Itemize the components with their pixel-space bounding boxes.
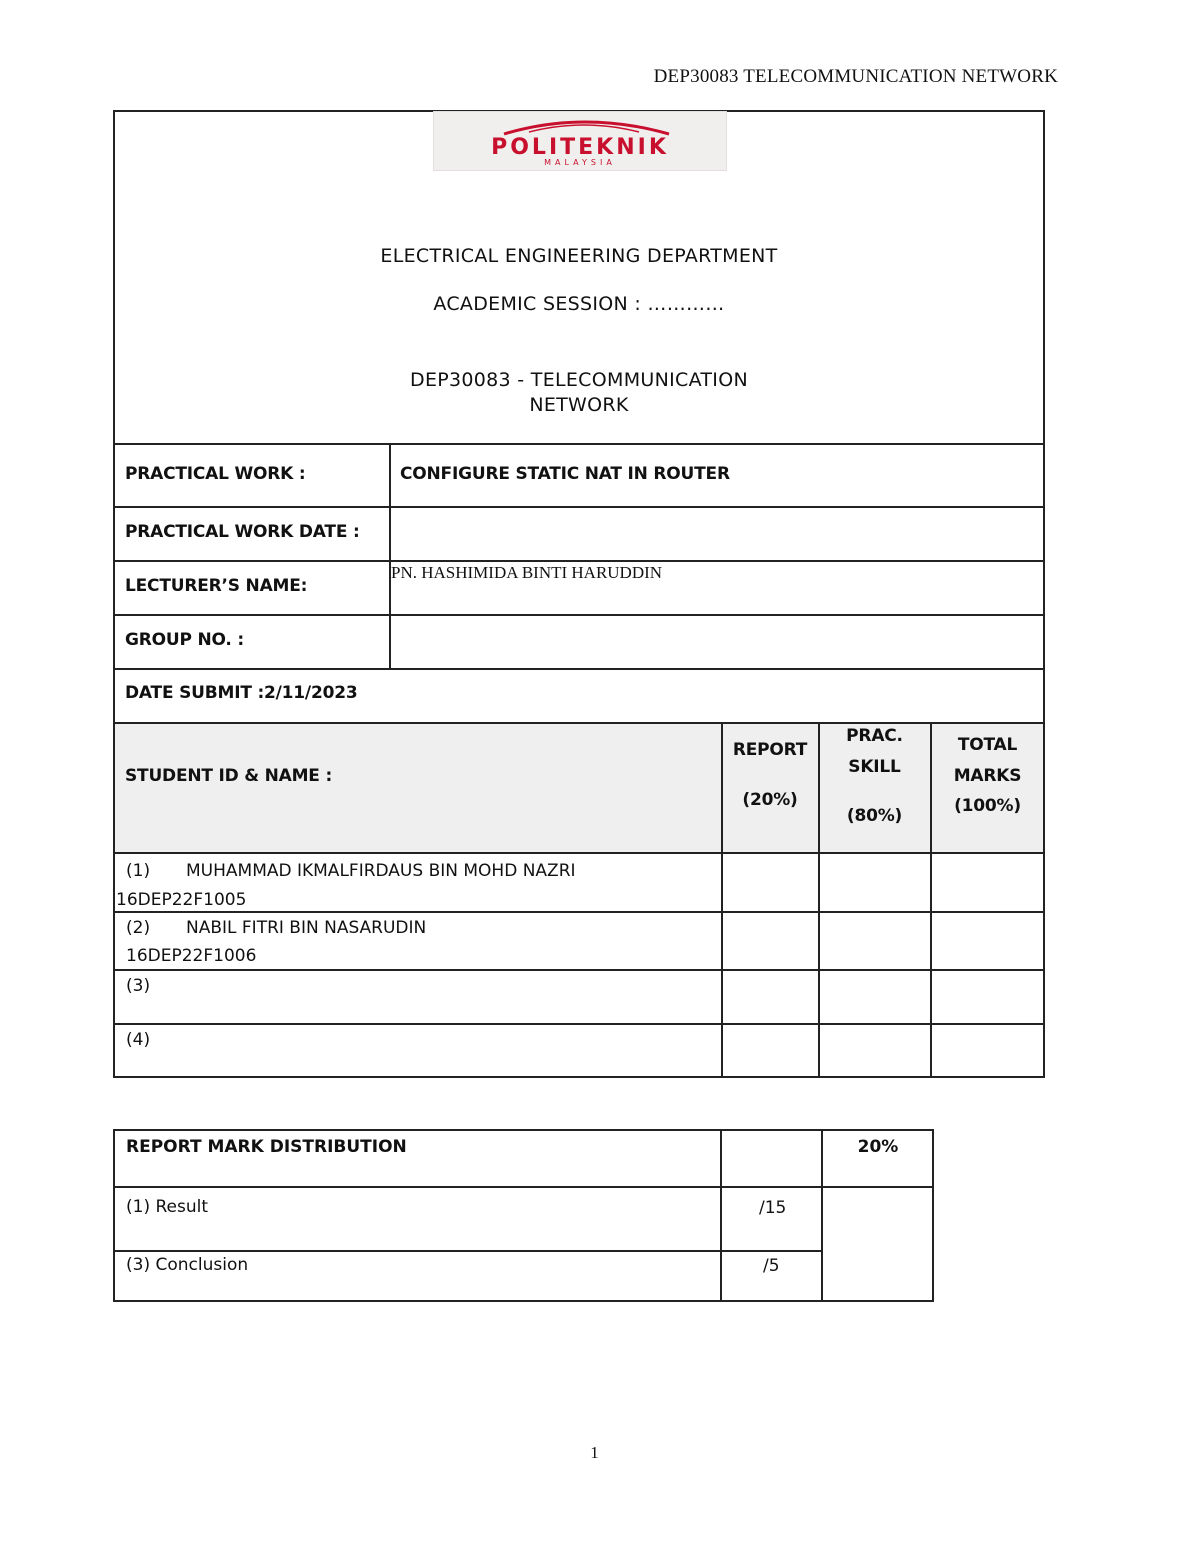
student-row-name: NABIL FITRI BIN NASARUDIN — [186, 918, 427, 938]
total-header-line2: MARKS — [953, 766, 1022, 786]
total-percent: (100%) — [954, 796, 1021, 816]
report-header: REPORT — [732, 740, 808, 760]
row-divider — [113, 443, 1045, 445]
logo-country-text: MALAYSIA — [544, 158, 616, 167]
student-row-id: 16DEP22F1005 — [116, 890, 247, 910]
student-row-number: (3) — [126, 976, 151, 996]
student-row-number: (2) — [126, 918, 151, 938]
student-row-name: MUHAMMAD IKMALFIRDAUS BIN MOHD NAZRI — [186, 861, 576, 881]
student-row-number: (1) — [126, 861, 151, 881]
report-dist-row-max: /15 — [759, 1198, 787, 1218]
report-dist-title: REPORT MARK DISTRIBUTION — [126, 1137, 407, 1157]
course-title-line1: DEP30083 - TELECOMMUNICATION — [410, 369, 748, 391]
running-header: DEP30083 TELECOMMUNICATION NETWORK — [653, 66, 1058, 87]
group-label: GROUP NO. : — [125, 630, 244, 650]
report-dist-row-max: /5 — [763, 1256, 780, 1276]
academic-session: ACADEMIC SESSION : ………… — [433, 293, 725, 315]
column-divider — [389, 443, 391, 669]
report-dist-percent: 20% — [857, 1137, 899, 1157]
report-dist-row-label: (3) Conclusion — [126, 1255, 249, 1275]
practical-work-value: CONFIGURE STATIC NAT IN ROUTER — [400, 464, 730, 484]
logo-brand-text: POLITEKNIK — [491, 135, 669, 160]
lecturer-label: LECTURER’S NAME: — [125, 576, 308, 596]
practical-work-label: PRACTICAL WORK : — [125, 464, 306, 484]
prac-header-line2: SKILL — [848, 757, 901, 777]
row-divider — [113, 911, 1045, 913]
row-divider — [113, 506, 1045, 508]
student-header: STUDENT ID & NAME : — [125, 766, 333, 786]
page-number: 1 — [590, 1443, 599, 1462]
politeknik-logo — [433, 111, 727, 171]
row-divider — [113, 852, 1045, 854]
row-divider — [113, 1250, 823, 1252]
row-divider — [113, 969, 1045, 971]
row-divider — [113, 614, 1045, 616]
column-divider — [720, 1129, 722, 1302]
column-divider — [721, 722, 723, 1078]
student-row-id: 16DEP22F1006 — [126, 946, 257, 966]
row-divider — [113, 560, 1045, 562]
row-divider — [113, 668, 1045, 670]
department-title: ELECTRICAL ENGINEERING DEPARTMENT — [380, 245, 778, 267]
prac-percent: (80%) — [846, 806, 903, 826]
practical-date-label: PRACTICAL WORK DATE : — [125, 522, 360, 542]
prac-header-line1: PRAC. — [846, 726, 903, 746]
report-percent: (20%) — [742, 790, 798, 810]
report-dist-row-label: (1) Result — [126, 1197, 209, 1217]
lecturer-value: PN. HASHIMIDA BINTI HARUDDIN — [391, 563, 663, 582]
total-header-line1: TOTAL — [957, 735, 1018, 755]
date-submit: DATE SUBMIT :2/11/2023 — [125, 683, 358, 703]
row-divider — [113, 1186, 934, 1188]
row-divider — [113, 1023, 1045, 1025]
student-row-number: (4) — [126, 1030, 151, 1050]
course-title-line2: NETWORK — [529, 394, 629, 416]
